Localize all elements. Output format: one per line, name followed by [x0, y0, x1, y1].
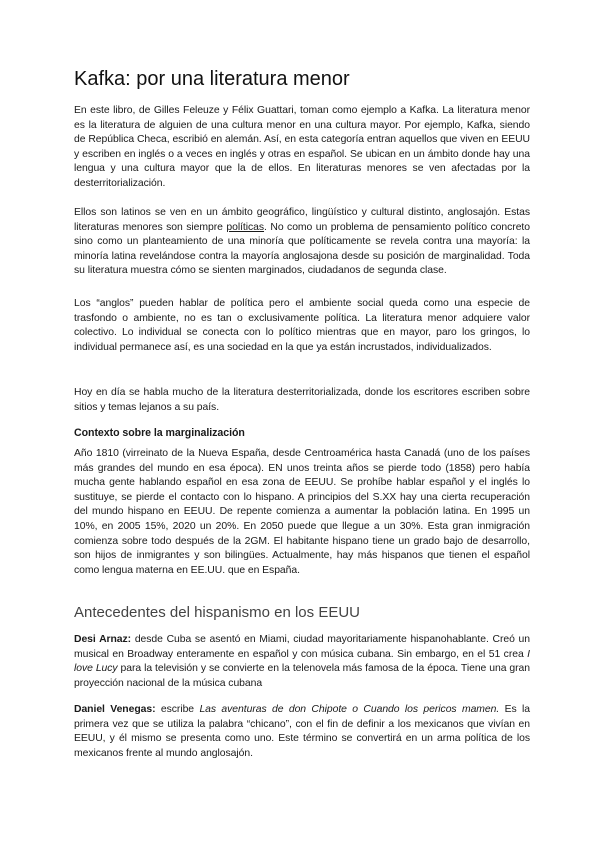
text-run: escribe: [155, 704, 200, 715]
page-title: Kafka: por una literatura menor: [74, 68, 350, 90]
paragraph-text: [74, 206, 530, 279]
text-run: . No como un problema de pensamiento político concreto sino como un planteamiento de una minoría que políticamente se revela contra una mayoría: la minoría latina revelándose contra la mayoría anglosajona desde su posición de marginalidad. Toda su literatura muestra cómo se sienten marginados, ciudadanos de segunda clase.: [74, 221, 530, 277]
section-heading-context: [74, 426, 530, 441]
paragraph-text: Año 1810 (virreinato de la Nueva España, desde Centroamérica hasta Canadá (uno de los países más grandes del mundo en esa época). EN unos treinta años se pierde todo (1858) pero había mucha gente hablando español en esa zona de EEUU. Se prohíbe hablar español y el inglés lo sustituye, se pierde el contacto con lo hispano. A principios del S.XX hay una cierta recuperación del mundo hispano en EEUU. De repente comienza a aumentar la población latina. En 1995 un 10%, en 2005 15%, 2020 un 20%. En 2050 puede que llegue a un 30%. Esta gran inmigración comienza sobre todo después de la 2GM. El habitante hispano tiene un grado bajo de desarrollo, son hijos de inmigrantes y son bilingües. Actualmente, hay más hispanos que tienen el español como lengua materna en EE.UU. que en España.: [74, 448, 530, 576]
heading-text: Contexto sobre la marginalización: [74, 427, 245, 439]
person-name: Desi Arnaz:: [74, 634, 132, 645]
paragraph-anglos: [74, 297, 530, 355]
paragraph-text: [74, 703, 530, 761]
paragraph-desterritorializada: [74, 386, 530, 415]
paragraph-text: En este libro, de Gilles Feleuze y Félix Guattari, toman como ejemplo a Kafka. La literatura menor es la literatura de alguien de una cultura menor en una cultura mayor. Por ejemplo, Kafka, siendo de República Checa, escribió en alemán. Así, en esta categoría entran aquellos que viven en EEUU y escriben en inglés o a veces en inglés y otras en español. Se ubican en un ámbito donde hay una lengua y una cultura mayor que la de ellos. En literaturas menores se ven afectadas por la desterritorialización.: [74, 105, 530, 189]
paragraph-intro: [74, 104, 530, 192]
paragraph-daniel-venegas: [74, 703, 530, 761]
person-name: Daniel Venegas:: [74, 704, 156, 715]
paragraph-desi-arnaz: [74, 633, 530, 691]
underlined-word: políticas: [226, 221, 265, 233]
text-run: para la televisión y se convierte en la telenovela más famosa de la época. Tiene una gran proyección nacional de la música cubana: [74, 663, 530, 689]
text-run: Es la primera vez que se utiliza la palabra “chicano”, con el fin de definir a los mexicanos que vivían en EEUU, y él mismo se presenta como uno. Este término se convertirá en un arma política de los mexicanos frente al mundo anglosajón.: [74, 704, 530, 759]
text-run: Ellos son latinos se ven en un ámbito geográfico, lingüístico y cultural distinto, anglosajón. Estas literaturas menores son siempre: [74, 207, 530, 233]
paragraph-history: [74, 447, 530, 578]
work-title: Las aventuras de don Chipote o Cuando los pericos mamen.: [199, 704, 500, 715]
text-run: desde Cuba se asentó en Miami, ciudad mayoritariamente hispanohablante. Creó un musical en Broadway enteramente en español y con música cubana. Sin embargo, en el 51 crea: [74, 634, 530, 660]
paragraph-text: Hoy en día se habla mucho de la literatura desterritorializada, donde los escritores escriben sobre sitios y temas lejanos a su país.: [74, 387, 530, 413]
paragraph-political: [74, 206, 530, 279]
section-heading-antecedentes: Antecedentes del hispanismo en los EEUU: [74, 604, 360, 621]
work-title: I love Lucy: [74, 648, 530, 675]
paragraph-text: Los “anglos” pueden hablar de política pero el ambiente social queda como una especie de trasfondo o ambiente, no es tan o exclusivamente política. La literatura menor adquiere valor colectivo. Lo individual se conecta con lo político mientras que en mayor, paro los gringos, lo individual permanece así, es una sociedad en la que ya están incrustados, individualizados.: [74, 298, 530, 353]
paragraph-text: [74, 633, 530, 691]
